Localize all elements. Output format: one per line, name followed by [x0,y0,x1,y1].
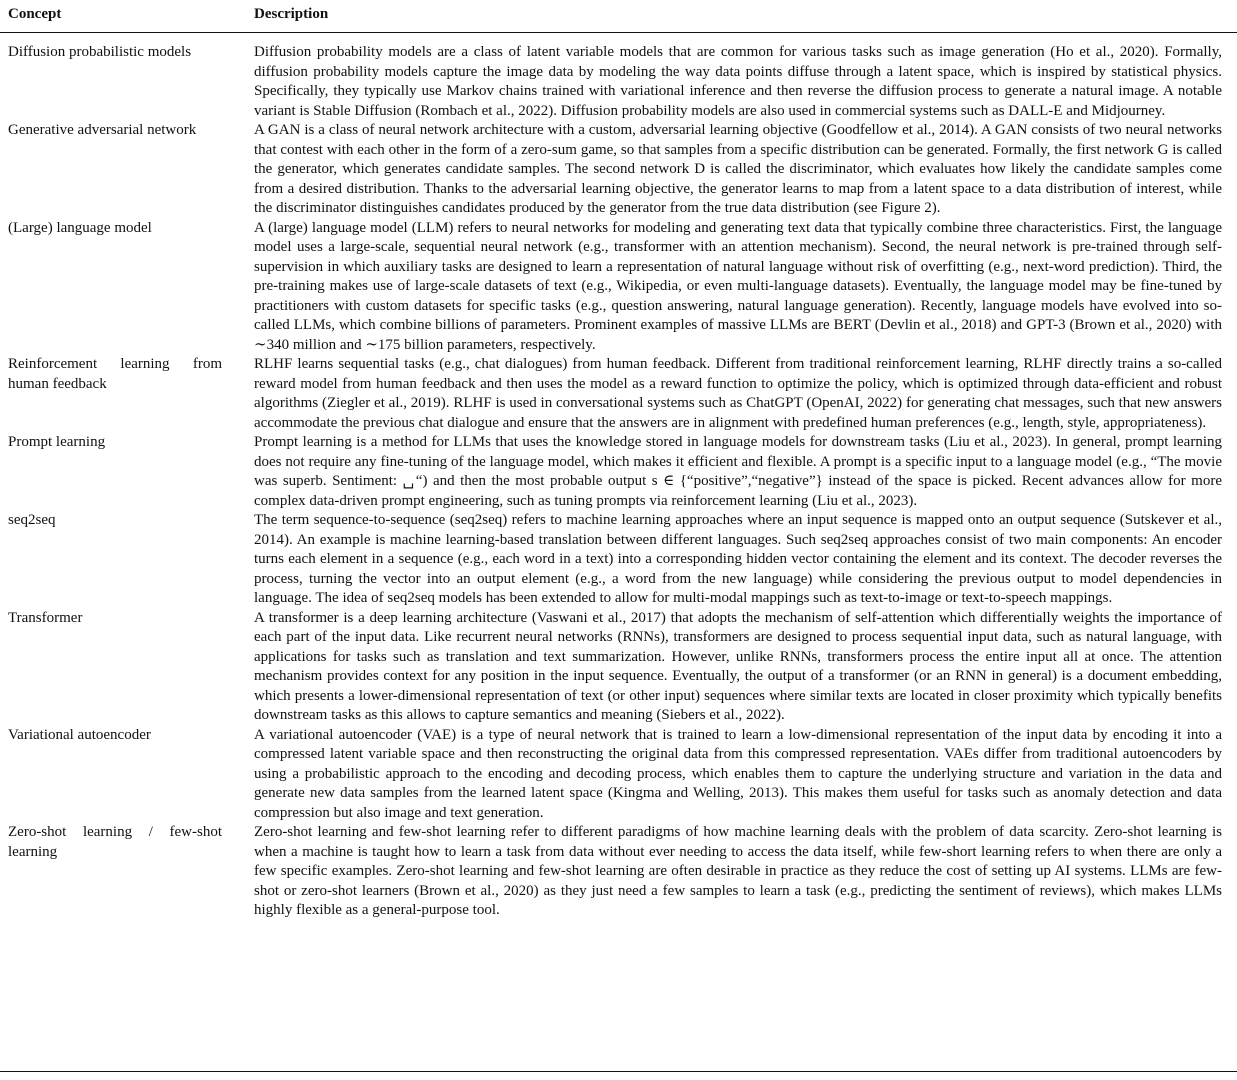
description-cell: A (large) language model (LLM) refers to neural networks for modeling and generating text data that typically combine three characteristics. First, the language model uses a large-scale, sequential neural network (e.g., transformer with an attention mechanism). Second, the neural network is pre-trained through self-supervision in which auxiliary tasks are designed to learn a representation of natural language without risk of overfitting (e.g., next-word prediction). Third, the pre-training makes use of large-scale datasets of text (e.g., Wikipedia, or even multi-language datasets). Eventually, the language model may be fine-tuned by practitioners with custom datasets for specific tasks (e.g., question answering, natural language generation). Recently, language models have evolved into so-called LLMs, which combine billions of parameters. Prominent examples of massive LLMs are BERT (Devlin et al., 2018) and GPT-3 (Brown et al., 2020) with ∼340 million and ∼175 billion parameters, respectively. [254,219,1222,353]
table-row [0,823,1237,921]
concept-cell: Transformer [8,609,83,626]
table-row [0,726,1237,824]
table-row [0,33,1237,122]
concept-cell: seq2seq [8,512,56,528]
concept-cell: Zero-shot learning / few-shot learning [8,824,222,860]
concept-cell: (Large) language model [8,219,152,236]
header-description: Description [246,0,1237,33]
concept-cell: Diffusion probabilistic models [8,44,192,60]
description-cell: Prompt learning is a method for LLMs that uses the knowledge stored in language models for downstream tasks (Liu et al., 2023). In general, prompt learning does not require any fine-tuning of the language model, which makes it efficient and flexible. A prompt is a specific input to a language model (e.g., “The movie was superb. Sentiment: ␣“) and then the most probable output s ∈ {“positive”,“negative”} instead of the space is picked. Recent advances allow for more complex data-driven prompt engineering, such as tuning prompts via reinforcement learning (Liu et al., 2023). [254,434,1222,509]
description-cell: Diffusion probability models are a class of latent variable models that are common for various tasks such as image generation (Ho et al., 2020). Formally, diffusion probability models capture the image data by modeling the way data points diffuse through a latent space, which is inspired by statistical physics. Specifically, they typically use Markov chains trained with variational inference and then reverse the diffusion process to generate a natural image. A notable variant is Stable Diffusion (Rombach et al., 2022). Diffusion probability models are also used in commercial systems such as DALL-E and Midjourney. [254,44,1222,119]
description-cell: Zero-shot learning and few-shot learning refer to different paradigms of how machine learning deals with the problem of data scarcity. Zero-shot learning is when a machine is taught how to learn a task from data without ever needing to access the data itself, while few-short learning refers to when there are only a few specific examples. Zero-shot learning and few-shot learning are often desirable in practice as they reduce the cost of setting up AI systems. LLMs are few-shot or zero-shot learners (Brown et al., 2020) as they just need a few samples to learn a task (e.g., predicting the sentiment of reviews), which makes LLMs highly flexible as a general-purpose tool. [254,824,1222,918]
header-concept: Concept [0,0,246,33]
table-bottom-rule [0,1071,1237,1072]
header-row [0,0,1237,33]
description-cell: A transformer is a deep learning architecture (Vaswani et al., 2017) that adopts the mechanism of self-attention which differentially weights the importance of each part of the input data. Like recurrent neural networks (RNNs), transformers are designed to process sequential input data, such as natural language, with applications for tasks such as translation and text summarization. However, unlike RNNs, transformers process the entire input all at once. The attention mechanism provides context for any position in the input sequence. Eventually, the output of a transformer (or an RNN in general) is a document embedding, which presents a lower-dimensional representation of text (or other input) sequences where similar texts are located in closer proximity which typically benefits downstream tasks as this allows to capture semantics and meaning (Siebers et al., 2022). [254,609,1222,723]
concept-cell: Variational autoencoder [8,726,151,743]
concept-cell: Reinforcement learning from human feedback [8,356,222,392]
table-row [0,609,1237,726]
table-row [0,121,1237,219]
table-row [0,355,1237,433]
concept-cell: Prompt learning [8,434,106,450]
description-cell: The term sequence-to-sequence (seq2seq) refers to machine learning approaches where an input sequence is mapped onto an output sequence (Sutskever et al., 2014). An example is machine learning-based translation between different languages. Such seq2seq approaches consist of two main components: An encoder turns each element in a sequence (e.g., each word in a text) into a corresponding hidden vector containing the element and its context. The decoder reverses the process, turning the vector into an output element (e.g., a word from the new language) while considering the previous output to model dependencies in language. The idea of seq2seq models has been extended to allow for multi-modal mappings such as text-to-image or text-to-speech mappings. [254,512,1222,606]
description-cell: RLHF learns sequential tasks (e.g., chat dialogues) from human feedback. Different from traditional reinforcement learning, RLHF directly trains a so-called reward model from human feedback and then uses the model as a reward function to optimize the policy, which is optimized through data-efficient and robust algorithms (Ziegler et al., 2019). RLHF is used in conversational systems such as ChatGPT (OpenAI, 2022) for generating chat messages, such that new answers accommodate the previous chat dialogue and ensure that the answers are in alignment with predefined human preferences (e.g., length, style, appropriateness). [254,356,1222,431]
table-row [0,511,1237,609]
description-cell: A GAN is a class of neural network architecture with a custom, adversarial learning objective (Goodfellow et al., 2014). A GAN consists of two neural networks that contest with each other in the form of a zero-sum game, so that samples from a specific distribution can be generated. Formally, the first network G is called the generator, which generates candidate samples. The second network D is called the discriminator, which evaluates how likely the candidate samples come from a desired distribution. Thanks to the adversarial learning objective, the generator learns to map from a latent space to a data distribution of interest, while the discriminator distinguishes candidates produced by the generator from the true data distribution (see Figure 2). [254,122,1222,216]
table-header [0,0,1237,33]
description-cell: A variational autoencoder (VAE) is a type of neural network that is trained to learn a low-dimensional representation of the input data by encoding it into a compressed latent variable space and then reconstructing the original data from this compressed representation. VAEs differ from traditional autoencoders by using a probabilistic approach to the encoding and decoding process, which enables them to capture the underlying structure and variation in the data and generate new data samples from the learned latent space (Kingma and Welling, 2013). This makes them useful for tasks such as anomaly detection and data compression but also image and text generation. [254,726,1222,821]
table-body [0,33,1237,921]
table-row [0,219,1237,356]
concept-cell: Generative adversarial network [8,122,197,138]
table-row [0,433,1237,511]
